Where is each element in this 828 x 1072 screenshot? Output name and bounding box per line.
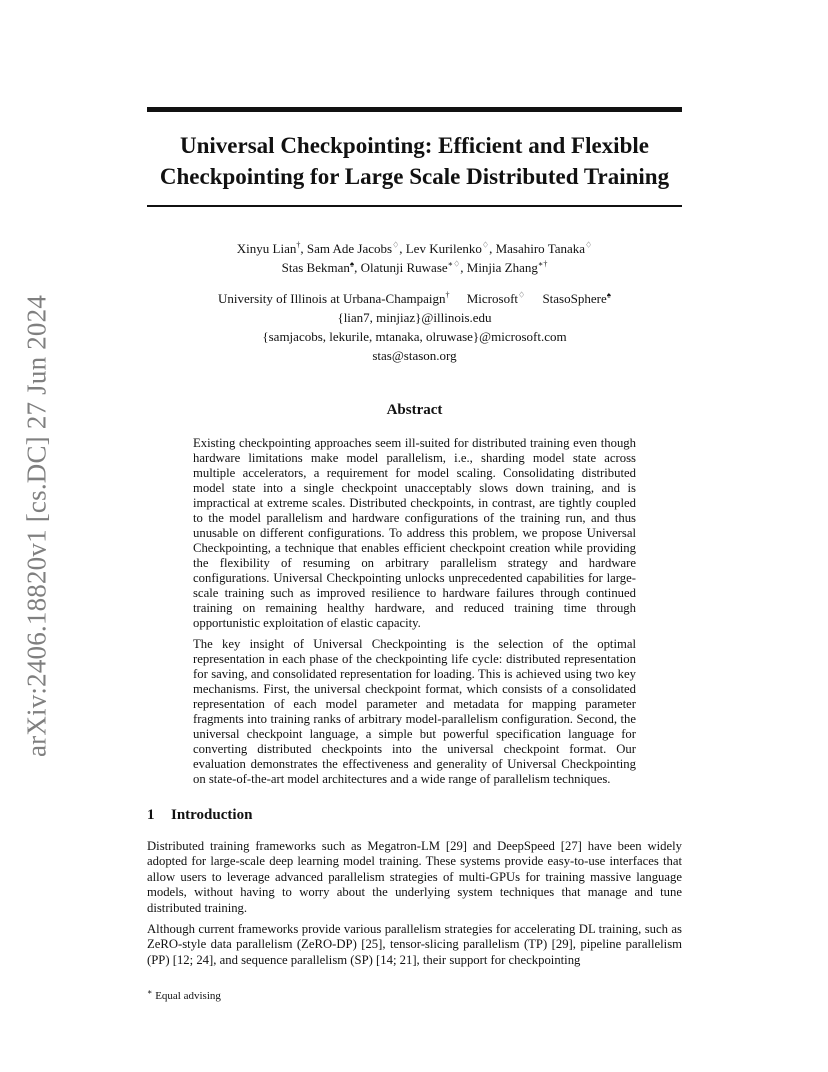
author-affiliation-mark: ♢	[481, 240, 490, 250]
introduction-paragraph-2: Although current frameworks provide various parallelism strategies for accelerating DL training, such as ZeRO-style data parallelism (ZeRO-DP) [25], tensor-slicing parallelism (TP) [29], pipeline parallelism (PP) [12; 24], and sequence parallelism (SP) [14; 21], their support for checkpointing	[147, 922, 682, 967]
author-name: Olatunji Ruwase	[360, 260, 448, 275]
author-affiliation-mark: ♢	[585, 240, 593, 250]
abstract-body	[193, 436, 636, 793]
author-affiliation-mark: ∗♢	[447, 259, 461, 269]
footnote-text: Equal advising	[155, 990, 221, 1002]
affiliation-line	[147, 289, 682, 308]
email-line: {samjacobs, lekurile, mtanaka, olruwase}@microsoft.com	[262, 329, 567, 344]
author-name: Minjia Zhang	[466, 260, 538, 275]
introduction-paragraph-1: Distributed training frameworks such as Megatron-LM [29] and DeepSpeed [27] have been widely adopted for large-scale deep learning model training. These systems provide easy-to-use interfaces that allow users to leverage advanced parallelism strategies of multi-GPUs for training massive language models, without having to worry about the underlying system techniques that manage and tune distributed training.	[147, 839, 682, 915]
email-line: {lian7, minjiaz}@illinois.edu	[337, 310, 492, 325]
arxiv-side-stamp	[20, 290, 54, 762]
affiliation-name: StasoSphere	[542, 291, 607, 306]
author-affiliation-mark: †	[296, 240, 301, 250]
footnote	[147, 987, 682, 1003]
paper-title	[147, 130, 682, 192]
section-number: 1	[147, 807, 155, 823]
abstract-heading: Abstract	[386, 402, 443, 418]
abstract-paragraph-2: The key insight of Universal Checkpointing is the selection of the optimal representation in each phase of the checkpointing life cycle: distributed representation for saving, and consolidated representation for loading. This is achieved using two key mechanisms. First, the universal checkpoint format, which consists of a consolidated representation of each model parameter and metadata for mapping parameter fragments into training ranks of arbitrary model-parallelism configuration. Second, the universal checkpoint language, a simple but powerful specification language for converting distributed checkpoints into the universal checkpoint format. Our evaluation demonstrates the effectiveness and generality of Universal Checkpointing on state-of-the-art model architectures and a wide range of parallelism techniques.	[193, 637, 636, 786]
affiliation-mark: ♠	[606, 290, 611, 300]
author-affiliation-mark: ♠	[349, 259, 355, 269]
affiliation-mark: †	[445, 290, 450, 300]
affiliation-name: Microsoft	[466, 291, 519, 306]
author-list	[147, 239, 682, 277]
affiliation-block	[147, 289, 682, 365]
introduction-heading	[147, 806, 682, 824]
affiliation-mark: ♢	[518, 290, 526, 300]
author-name: Lev Kurilenko	[405, 241, 482, 256]
author-name: Stas Bekman	[281, 260, 350, 275]
author-affiliation-mark: ∗†	[537, 259, 548, 269]
title-line-2: Checkpointing for Large Scale Distributed Training	[159, 164, 670, 189]
introduction-body	[147, 839, 682, 974]
affiliation-name: University of Illinois at Urbana-Champaign	[218, 291, 446, 306]
footnote-mark: ∗	[147, 987, 153, 997]
author-name: Sam Ade Jacobs	[306, 241, 393, 256]
author-affiliation-mark: ♢	[392, 240, 400, 250]
author-name: Masahiro Tanaka	[495, 241, 586, 256]
title-top-rule	[147, 107, 682, 112]
email-line: stas@stason.org	[372, 348, 457, 363]
section-title: Introduction	[171, 807, 253, 823]
title-line-1: Universal Checkpointing: Efficient and Flexible	[180, 133, 649, 158]
author-line-1: Xinyu Lian†, Sam Ade Jacobs♢, Lev Kurilenko♢, Masahiro Tanaka♢	[236, 240, 593, 256]
author-name: Xinyu Lian	[236, 241, 297, 256]
author-line-2: Stas Bekman♠, Olatunji Ruwase∗♢, Minjia Zhang∗†	[281, 259, 548, 275]
abstract-paragraph-1: Existing checkpointing approaches seem ill-suited for distributed training even though hardware limitations make model parallelism, i.e., sharding model state across multiple accelerators, a requirement for model scaling. Consolidating distributed model state into a single checkpoint unacceptably slows down training, and is impractical at extreme scales. Distributed checkpoints, in contrast, are tightly coupled to the model parallelism and hardware configurations of the training run, and thus unusable on different configurations. To address this problem, we propose Universal Checkpointing, a technique that enables efficient checkpoint creation while providing the flexibility of resuming on arbitrary parallelism strategy and hardware configurations. Universal Checkpointing unlocks unprecedented capabilities for large-scale training such as improved resilience to hardware failures through continued training on remaining healthy hardware, and reduced training time through opportunistic exploitation of elastic capacity.	[193, 436, 636, 630]
arxiv-id-text: arXiv:2406.18820v1 [cs.DC] 27 Jun 2024	[21, 294, 52, 758]
title-bottom-rule	[147, 205, 682, 207]
